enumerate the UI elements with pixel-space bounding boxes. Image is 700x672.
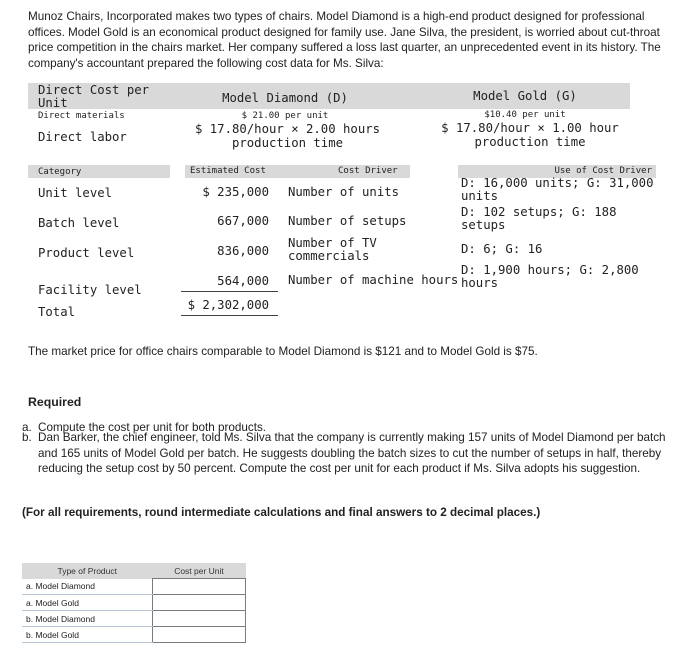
row-facility-level-cost: 564,000 xyxy=(217,274,269,288)
problem-intro: Munoz Chairs, Incorporated makes two types of chairs. Model Diamond is a high-end product designed for professional offices. Model Gold is an economical product designed for family use. Jane Silva, the president, is worried about cut-throat price competition in the chairs market. Her company suffered a loss last quarter, an unprecedented event in its history. The company's accountant prepared the following cost data for Ms. Silva: xyxy=(28,10,661,70)
total-label: Total xyxy=(38,305,76,319)
row-unit-level-use: D: 16,000 units; G: 31,000 units xyxy=(461,176,654,203)
row-facility-level-driver: Number of machine hours xyxy=(288,273,459,287)
row-unit-level-driver: Number of units xyxy=(288,185,400,199)
total-bottom-rule xyxy=(181,315,278,316)
market-price-note: The market price for office chairs comparable to Model Diamond is $121 and to Model Gold is $75. xyxy=(28,345,538,358)
product-label: b. Model Gold xyxy=(22,627,153,643)
cost-per-unit-input[interactable] xyxy=(153,627,246,643)
item-b-marker: b. xyxy=(22,431,32,444)
cost-per-unit-input[interactable] xyxy=(153,579,246,595)
row-batch-level-driver: Number of setups xyxy=(288,214,407,228)
direct-materials-gold: $10.40 per unit xyxy=(484,110,566,120)
direct-materials-diamond: $ 21.00 per unit xyxy=(241,111,329,121)
header-cost-per-unit: Cost per Unit xyxy=(153,563,246,579)
item-b-text: Dan Barker, the chief engineer, told Ms. Silva that the company is currently making 157 units of Model Diamond per batch and 165 units of Model Gold per batch. He suggests doubling the batch sizes to cut the number of setups in half, thereby reducing the setup cost by 50 percent. Compute the cost per unit for each product if Ms. Silva adopts his suggestion. xyxy=(38,431,666,475)
answer-row xyxy=(22,579,246,595)
item-a-text: Compute the cost per unit for both products. xyxy=(38,421,267,434)
row-unit-level-category: Unit level xyxy=(38,186,113,200)
rounding-instruction: (For all requirements, round intermediate calculations and final answers to 2 decimal places.) xyxy=(22,506,541,519)
direct-labor-gold: $ 17.80/hour × 1.00 hour production time xyxy=(441,121,619,149)
total-top-rule xyxy=(181,291,278,292)
row-product-level-category: Product level xyxy=(38,246,135,260)
direct-labor-diamond: $ 17.80/hour × 2.00 hours production time xyxy=(194,122,381,150)
cost-per-unit-input[interactable] xyxy=(153,595,246,611)
row-product-level-use: D: 6; G: 16 xyxy=(461,242,543,256)
direct-cost-header-label: Direct Cost per Unit xyxy=(38,83,150,110)
row-batch-level-cost: 667,000 xyxy=(217,214,269,228)
product-label: a. Model Gold xyxy=(22,595,153,611)
answer-row xyxy=(22,627,246,643)
header-category: Category xyxy=(38,167,82,177)
col-model-gold: Model Gold (G) xyxy=(473,89,577,103)
header-cost-driver: Cost Driver xyxy=(338,166,398,176)
product-label: b. Model Diamond xyxy=(22,611,153,627)
row-facility-level-category: Facility level xyxy=(38,283,142,297)
direct-materials-label: Direct materials xyxy=(38,111,125,121)
header-type-of-product: Type of Product xyxy=(22,563,153,579)
answer-row xyxy=(22,595,246,611)
answer-row xyxy=(22,611,246,627)
row-product-level-driver: Number of TV commercials xyxy=(288,236,377,263)
row-batch-level-use: D: 102 setups; G: 188 setups xyxy=(461,205,617,232)
row-facility-level-use: D: 1,900 hours; G: 2,800 hours xyxy=(461,263,639,290)
item-a-marker: a. xyxy=(22,421,32,434)
header-estimated-cost: Estimated Cost xyxy=(190,166,266,176)
required-title: Required xyxy=(28,395,82,409)
required-item-b xyxy=(22,430,682,477)
cost-per-unit-input[interactable] xyxy=(153,611,246,627)
total-value: $ 2,302,000 xyxy=(187,298,269,312)
header-use-of-cost-driver: Use of Cost Driver xyxy=(554,166,652,176)
row-batch-level-category: Batch level xyxy=(38,216,120,230)
row-unit-level-cost: $ 235,000 xyxy=(202,185,269,199)
row-product-level-cost: 836,000 xyxy=(217,244,269,258)
answer-header-row xyxy=(22,563,246,579)
answer-table xyxy=(22,563,246,643)
col-model-diamond: Model Diamond (D) xyxy=(222,91,348,105)
direct-labor-label: Direct labor xyxy=(38,130,127,144)
product-label: a. Model Diamond xyxy=(22,579,153,595)
